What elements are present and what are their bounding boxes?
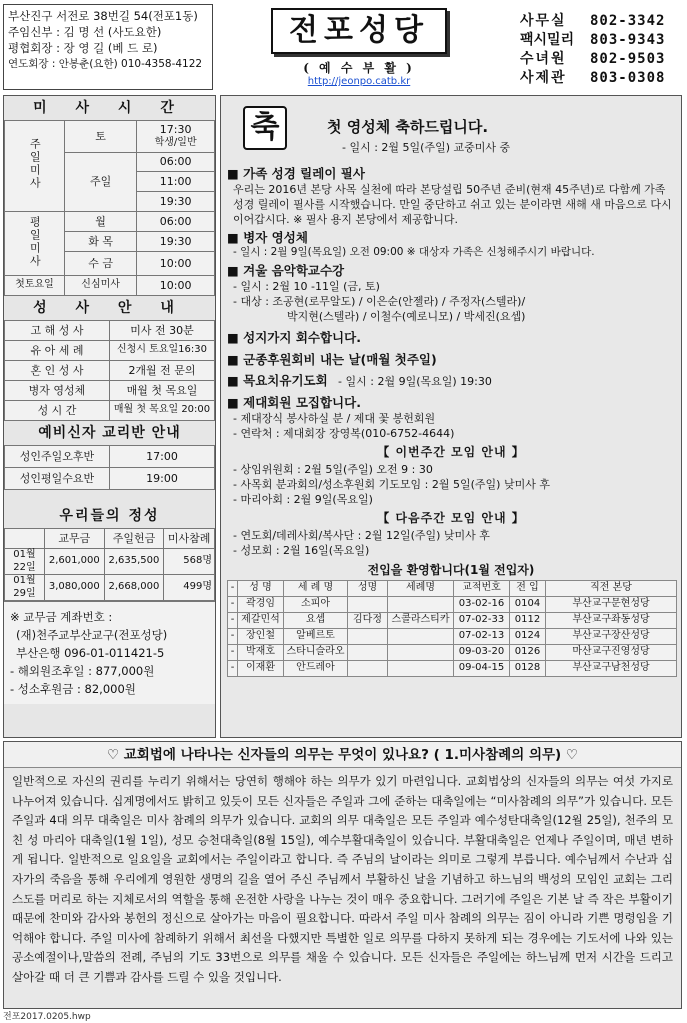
firstsat-time: 10:00	[137, 276, 215, 296]
welcome-cell: 부산교구좌동성당	[546, 612, 677, 628]
this-week-title: 【 이번주간 모임 안내 】	[377, 444, 525, 459]
congrats-title: 첫 영성체 축하드립니다.	[327, 118, 489, 136]
offering-header: 주일헌금	[104, 529, 164, 549]
sat-label: 토	[65, 121, 137, 153]
welcome-header: 교적번호	[454, 580, 510, 596]
mon-label: 월	[65, 212, 137, 232]
catechism-title: 예비신자 교리반 안내	[38, 425, 181, 441]
welcome-header: 성 명	[238, 580, 284, 596]
table-row	[228, 644, 677, 660]
next-week-title: 【 다음주간 모임 안내 】	[377, 510, 525, 525]
welcome-title: 전입을 환영합니다(1월 전입자)	[367, 562, 535, 577]
table-row	[228, 612, 677, 628]
altar-recruit-title: ■ 제대회원 모집합니다.	[227, 394, 361, 410]
contact-number: 802-9503	[590, 51, 666, 67]
welcome-header: -	[228, 580, 238, 596]
account-line: 부산은행 096-01-011421-5	[16, 646, 165, 660]
contact-label: 사제관	[520, 70, 567, 86]
welcome-header: 세 례 명	[284, 580, 348, 596]
this-week-line: - 마리아회 : 2월 9일(목요일)	[233, 492, 373, 506]
this-week-line: - 상임위원회 : 2월 5일(주일) 오전 9 : 30	[233, 462, 433, 476]
account-line: - 해외원조후일 : 877,000원	[10, 664, 155, 678]
header	[3, 4, 681, 90]
welcome-cell: 07-02-33	[454, 612, 510, 628]
account-line: - 성소후원금 : 82,000원	[10, 682, 136, 696]
sun-time-1: 06:00	[137, 153, 215, 172]
welcome-cell: 부산교구남천성당	[546, 660, 677, 676]
parish-title: 전포성당	[271, 8, 447, 54]
pastor: 주임신부 : 김 명 선 (사도요한)	[8, 25, 162, 39]
music-school-title: ■ 겨울 음악학교수강	[227, 263, 345, 279]
welcome-cell: -	[228, 612, 238, 628]
title-block	[271, 8, 447, 88]
catechism-table	[4, 445, 215, 490]
weekday-mass-label: 평일미사	[5, 212, 65, 276]
prayer-title: ■ 목요치유기도회	[227, 373, 328, 389]
welcome-cell: 0104	[510, 596, 546, 612]
welcome-cell	[348, 644, 388, 660]
welcome-cell: 요셉	[284, 612, 348, 628]
sacrament-value: 미사 전 30분	[110, 321, 215, 341]
offering-title: 우리들의 정성	[59, 508, 160, 524]
account-line: ※ 교무금 계좌번호 :	[10, 610, 113, 624]
sacrament-value: 매월 첫 목요일	[110, 381, 215, 401]
file-name: 전포2017.0205.hwp	[3, 1012, 91, 1022]
welcome-cell: 0124	[510, 628, 546, 644]
parish-url-link[interactable]: http://jeonpo.catb.kr	[307, 76, 411, 87]
sun-time-3: 19:30	[137, 192, 215, 212]
mass-times-title: 미 사 시 간	[33, 100, 186, 116]
welcome-cell: 스타니슬라오	[284, 644, 348, 660]
welcome-cell: 박재호	[238, 644, 284, 660]
news-column	[220, 95, 682, 738]
sacrament-name: 성 시 간	[5, 401, 110, 421]
music-school-line: - 대상 : 조공현(로무알도) / 이은순(안젤라) / 주정자(스텔라)/	[233, 294, 526, 308]
sacrament-table	[4, 320, 215, 421]
catechism-time: 17:00	[110, 446, 215, 468]
welcome-cell: 장인철	[238, 628, 284, 644]
military-fund-title: ■ 군종후원회비 내는 날(매월 첫주일)	[227, 351, 437, 367]
offering-value: 2,668,000	[104, 575, 164, 601]
welcome-cell: 제갈민석	[238, 612, 284, 628]
first-communion-notice	[227, 100, 675, 163]
welcome-cell: 안드레아	[284, 660, 348, 676]
tuewed-time: 19:30	[137, 232, 215, 252]
welcome-cell: 이재환	[238, 660, 284, 676]
welcome-cell: 알베르토	[284, 628, 348, 644]
offering-date: 01월 22일	[5, 549, 45, 575]
welcome-cell: 곽경임	[238, 596, 284, 612]
account-info	[4, 601, 215, 704]
welcome-cell: -	[228, 596, 238, 612]
prayer-text: - 일시 : 2월 9일(목요일) 19:30	[338, 375, 492, 389]
offering-value: 2,635,500	[104, 549, 164, 575]
welcome-cell	[388, 628, 454, 644]
contact-label: 사무실	[520, 13, 567, 29]
sacrament-value: 매월 첫 목요일 20:00	[110, 401, 215, 421]
catechism-time: 19:00	[110, 468, 215, 490]
welcome-cell	[388, 660, 454, 676]
welcome-cell	[388, 596, 454, 612]
welcome-cell: 09-04-15	[454, 660, 510, 676]
sacrament-name: 병자 영성체	[5, 381, 110, 401]
welcome-cell: 0112	[510, 612, 546, 628]
offering-header: 미사참례	[164, 529, 215, 549]
sun-label: 주일	[65, 153, 137, 212]
welcome-cell: -	[228, 628, 238, 644]
parish-info	[3, 4, 213, 90]
liturgical-subtitle: ( 예 수 부 활 )	[303, 61, 415, 75]
wedfri-time: 10:00	[137, 252, 215, 276]
welcome-cell	[388, 644, 454, 660]
welcome-cell	[348, 628, 388, 644]
contact-numbers	[520, 12, 685, 88]
sacrament-title: 성 사 안 내	[33, 300, 186, 316]
offering-table	[4, 528, 215, 601]
offering-value: 568명	[164, 549, 215, 575]
next-week-line: - 연도회/데레사회/복사단 : 2월 12일(주일) 낮미사 후	[233, 528, 490, 542]
welcome-cell: 03-02-16	[454, 596, 510, 612]
congrats-badge: 축	[243, 106, 287, 150]
yeondo-president: 연도회장 : 안봉춘(요한) 010-4358-4122	[8, 58, 203, 70]
contact-number: 803-0308	[590, 70, 666, 86]
sacrament-name: 혼 인 성 사	[5, 361, 110, 381]
music-school-line: - 일시 : 2월 10 -11일 (금, 토)	[233, 279, 380, 293]
welcome-header: 세례명	[388, 580, 454, 596]
catechism-class: 성인평일수요반	[5, 468, 110, 490]
firstsat-label: 첫토요일	[5, 276, 65, 296]
account-line: (재)천주교부산교구(전포성당)	[16, 628, 168, 642]
offering-value: 499명	[164, 575, 215, 601]
sacrament-value: 2개월 전 문의	[110, 361, 215, 381]
contact-row	[520, 69, 685, 88]
sacrament-name: 유 아 세 례	[5, 341, 110, 361]
sick-communion-title: ■ 병자 영성체	[227, 229, 308, 245]
sat-mass: 17:30 학생/일반	[137, 121, 215, 153]
contact-row	[520, 12, 685, 31]
altar-recruit-line: - 연락처 : 제대회장 장영복(010-6752-4644)	[233, 426, 455, 440]
offering-header: 교무금	[45, 529, 105, 549]
contact-row	[520, 50, 685, 69]
table-row	[228, 596, 677, 612]
wedfri-label: 수 금	[65, 252, 137, 276]
sick-communion-text: - 일시 : 2월 9일(목요일) 오전 09:00 ※ 대상자 가족은 신청해주시기 바랍니다.	[233, 246, 595, 259]
palm-collection-title: ■ 성지가지 회수합니다.	[227, 329, 361, 345]
tuewed-label: 화 목	[65, 232, 137, 252]
welcome-cell: 소피아	[284, 596, 348, 612]
sun-time-2: 11:00	[137, 172, 215, 192]
catechism-class: 성인주일오후반	[5, 446, 110, 468]
welcome-cell	[348, 596, 388, 612]
welcome-header: 전 입	[510, 580, 546, 596]
offering-date: 01월 29일	[5, 575, 45, 601]
welcome-header: 직전 본당	[546, 580, 677, 596]
article-body: 일반적으로 자신의 권리를 누리기 위해서는 당연히 행해야 하는 의무가 있기 마련입니다. 교회법상의 신자들의 의무는 여섯 가지로 나누어져 있습니다. 십계명에서도 밝히고 있듯이 모든 신자들은 주일과 그에 준하는 대축일에는 “미사참례의 의무”가 있습니다. 모든 주일과 4대 의무 대축일은 미사 참례의 의무가 있습니다. 교회의 의무 대축일은 모든 주일과 예수성탄대축일(12월 25일), 천주의 모친 성 마리아 대축일(1월 1일), 성모 승천대축일(8월 15일), 예수부활대축일이 있습니다. 부활대축일은 언제나 주일이며, 매년 변하게 됩니다. 일반적으로 일요일을 교회에서는 주일이라고 합니다. 즉 주님의 날이라는 의미로 그렇게 부릅니다. 예수님께서 수난과 십자가의 죽음을 통해 우리에게 영원한 생명의 길을 열어 주신 주님께서 부활하신 날을 기념하고 하느님의 백성의 모임인 교회는 그리스도를 머리로 하는 지체로서의 역할을 통해 온전한 사랑을 나누는 것이 매우 중요합니다. 그러기에 주일은 기본 날 즉 작은 부활이기 때문에 찬미와 감사와 봉헌의 정신으로 살아가는 마음이 필요합니다. 따라서 주일 미사 참례의 의무는 짐이 아니라 기쁜 명령임을 기억해야 합니다. 주일 미사에 참례하기 위해서 최선을 다했지만 특별한 일로 의무를 다하지 못하게 되는 경우에는 기도서에 나와 있는 공소예절이나,말씀의 전례, 주님의 기도 33번으로 의무를 채울 수 있습니다. 모든 신자들은 주일에는 하느님께 먼저 시간을 드리고 살아갈 때 더 큰 기쁨과 감사를 드릴 수 있을 것입니다.	[12, 774, 673, 984]
this-week-line: - 사목회 분과회의/성소후원회 기도모임 : 2월 5일(주일) 낮미사 후	[233, 477, 550, 491]
parish-address: 부산진구 서전로 38번길 54(전포1동)	[8, 9, 198, 23]
welcome-table	[227, 580, 677, 677]
music-school-line: 박지현(스텔라) / 이철수(예로니모) / 박세진(요셉)	[287, 309, 526, 323]
contact-label: 팩시밀리	[520, 32, 575, 48]
welcome-cell: 0126	[510, 644, 546, 660]
welcome-cell: 07-02-13	[454, 628, 510, 644]
welcome-cell: 스콜라스티카	[388, 612, 454, 628]
left-column	[3, 95, 216, 738]
contact-label: 수녀원	[520, 51, 567, 67]
weekend-mass-label: 주일미사	[5, 121, 65, 212]
welcome-cell: -	[228, 644, 238, 660]
welcome-cell: 0128	[510, 660, 546, 676]
council-president: 평협회장 : 장 영 길 (베 드 로)	[8, 41, 158, 55]
welcome-cell: -	[228, 660, 238, 676]
relay-text: 우리는 2016년 본당 사목 실천에 따라 본당설립 50주년 준비(현재 45주년)로 다함께 가족 성경 릴레이 필사를 시작했습니다. 만일 중단하고 쉬고 있는 분이라면 새해 새 마음으로 다시 이어갑시다. ※ 필사 용지 본당에서 제공합니다.	[233, 182, 672, 226]
welcome-cell: 부산교구문현성당	[546, 596, 677, 612]
welcome-cell	[348, 660, 388, 676]
welcome-cell: 09-03-20	[454, 644, 510, 660]
sacrament-value: 신청시 토요일16:30	[110, 341, 215, 361]
table-row	[228, 660, 677, 676]
contact-number: 803-9343	[590, 32, 666, 48]
contact-number: 802-3342	[590, 13, 666, 29]
welcome-cell: 부산교구장산성당	[546, 628, 677, 644]
welcome-header: 성명	[348, 580, 388, 596]
next-week-line: - 성모회 : 2월 16일(목요일)	[233, 543, 370, 557]
mass-times-table	[4, 120, 215, 296]
table-row	[228, 628, 677, 644]
catechesis-article	[3, 741, 682, 1009]
congrats-date: - 일시 : 2월 5일(주일) 교중미사 중	[342, 141, 511, 154]
welcome-cell: 김다정	[348, 612, 388, 628]
offering-value: 3,080,000	[45, 575, 105, 601]
welcome-cell: 마산교구진영성당	[546, 644, 677, 660]
firstsat-name: 신심미사	[65, 276, 137, 296]
prayer-meeting	[227, 373, 675, 389]
altar-recruit-line: - 제대장식 봉사하실 분 / 제대 꽃 봉헌회원	[233, 411, 436, 425]
contact-row	[520, 31, 685, 50]
sacrament-name: 고 해 성 사	[5, 321, 110, 341]
offering-header	[5, 529, 45, 549]
mon-time: 06:00	[137, 212, 215, 232]
relay-title: ■ 가족 성경 릴레이 필사	[227, 166, 365, 181]
article-title: ♡ 교회법에 나타나는 신자들의 의무는 무엇이 있나요? ( 1.미사참례의 의무) ♡	[4, 742, 681, 768]
offering-value: 2,601,000	[45, 549, 105, 575]
